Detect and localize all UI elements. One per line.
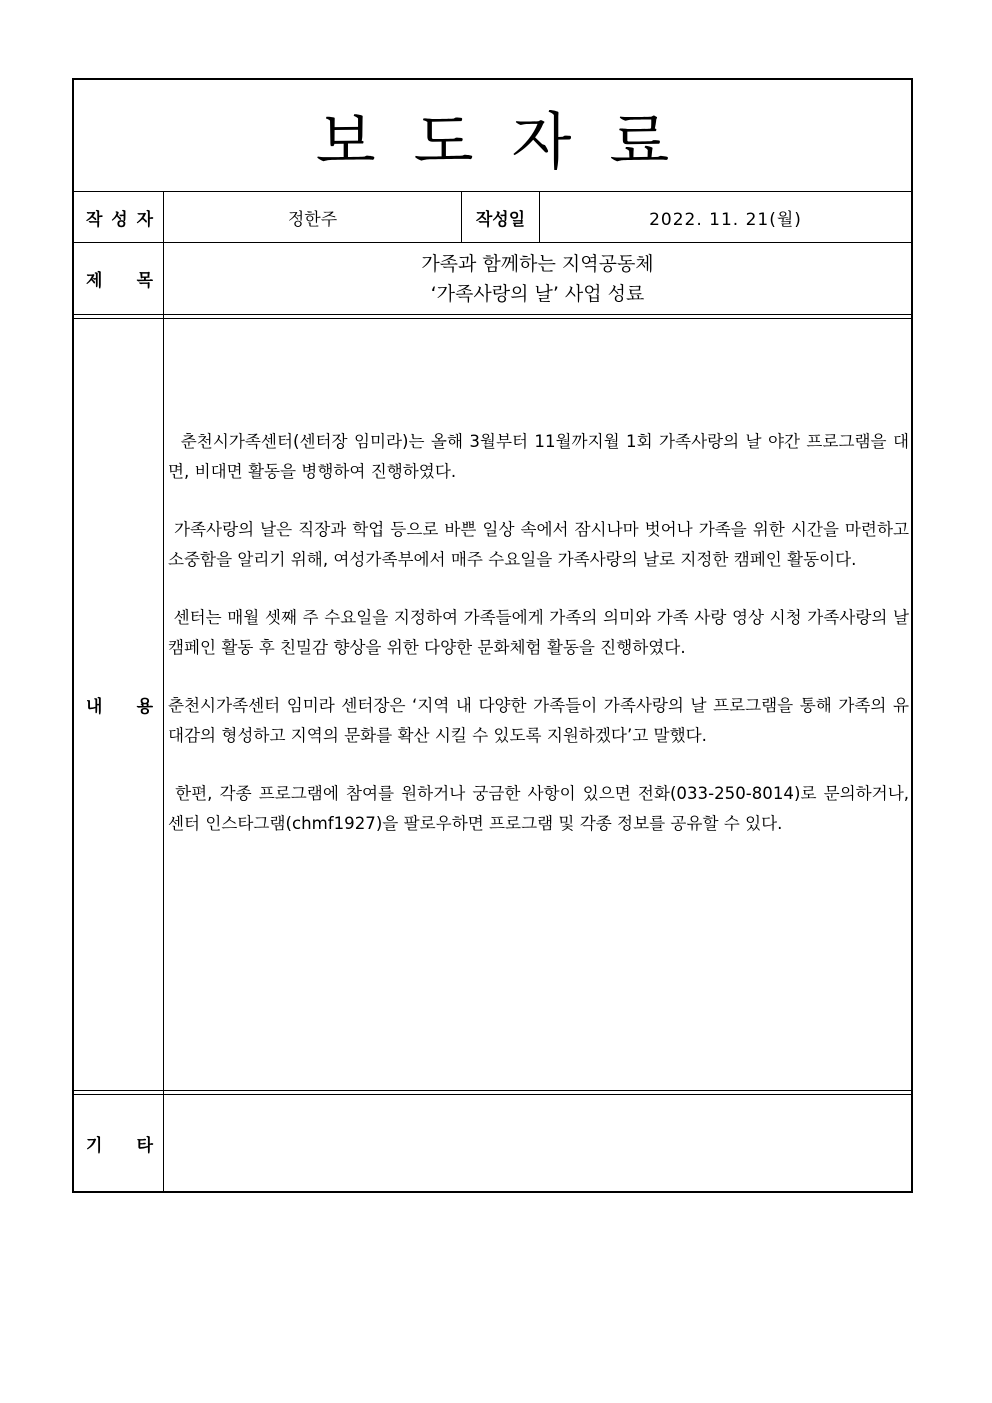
date-value: 2022. 11. 21(월) xyxy=(649,209,802,230)
subject-line-2: ‘가족사랑의 날’ 사업 성료 xyxy=(430,282,645,305)
etc-label: 기 타 xyxy=(86,1135,153,1156)
subject-line-1: 가족과 함께하는 지역공동체 xyxy=(421,252,654,275)
divider xyxy=(74,1090,911,1091)
content-paragraph: 한편, 각종 프로그램에 참여를 원하거나 궁금한 사항이 있으면 전화(033-250-8014)로 문의하거나, 센터 인스타그램(chmf1927)을 팔로우하면 프로그램 및 각종 정보를 공유할 수 있다. xyxy=(168,784,915,833)
author-value: 정한주 xyxy=(287,209,338,230)
content-paragraph: 센터는 매월 셋째 주 수요일을 지정하여 가족들에게 가족의 의미와 가족 사랑 영상 시청 가족사랑의 날 캠페인 활동 후 친밀감 향상을 위한 다양한 문화체험 활동을 진행하였다. xyxy=(168,608,915,657)
divider xyxy=(74,314,911,315)
etc-value xyxy=(164,1095,911,1191)
content-paragraph: 춘천시가족센터(센터장 임미라)는 올해 3월부터 11월까지월 1회 가족사랑의 날 야간 프로그램을 대면, 비대면 활동을 병행하여 진행하였다. xyxy=(168,432,909,481)
content-body xyxy=(164,319,915,1090)
date-label: 작성일 xyxy=(475,209,526,230)
press-release-form xyxy=(72,78,913,1193)
subject-value xyxy=(164,243,911,314)
content-paragraph: 춘천시가족센터 임미라 센터장은 ‘지역 내 다양한 가족들이 가족사랑의 날 프로그램을 통해 가족의 유대감의 형성하고 지역의 문화를 확산 시킬 수 있도록 지원하겠다’고 말했다. xyxy=(168,696,909,745)
document-title: 보도자료 xyxy=(315,104,708,178)
subject-label: 제 목 xyxy=(86,271,153,291)
content-label: 내 용 xyxy=(86,697,153,717)
author-label: 작 성 자 xyxy=(86,209,153,230)
content-paragraph: 가족사랑의 날은 직장과 학업 등으로 바쁜 일상 속에서 잠시나마 벗어나 가족을 위한 시간을 마련하고 소중함을 알리기 위해, 여성가족부에서 매주 수요일을 가족사랑의 날로 지정한 캠페인 활동이다. xyxy=(168,520,915,569)
